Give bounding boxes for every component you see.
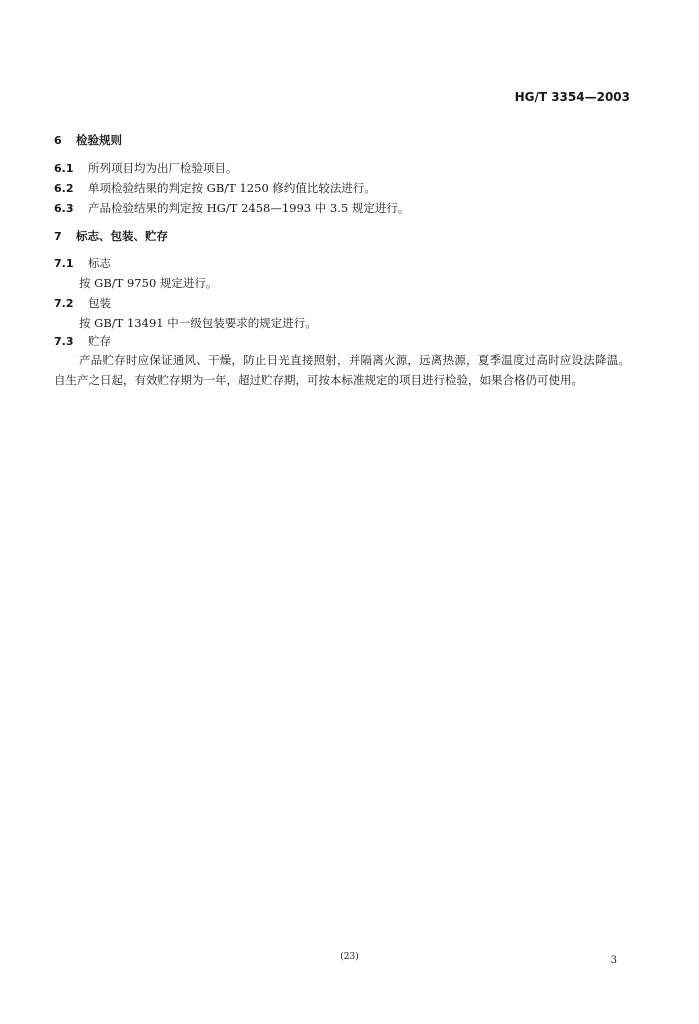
clause-6-3: [54, 201, 409, 216]
footer-center-number: (23): [340, 952, 359, 962]
page-number: 3: [610, 955, 617, 966]
clause-7-3-title: 贮存: [88, 334, 111, 348]
standard-code: HG/T 3354—2003: [514, 90, 630, 104]
clause-7-3-paragraph: 产品贮存时应保证通风、干燥，防止日光直接照射，并隔离火源，远离热源，夏季温度过高时应设法降温。自生产之日起，有效贮存期为一年，超过贮存期，可按本标准规定的项目进行检验，如果合格仍可使用。: [54, 353, 630, 387]
clause-7-2-title: 包装: [88, 296, 111, 310]
clause-6-3-number: 6.3: [54, 202, 74, 215]
clause-7-1-number: 7.1: [54, 257, 74, 270]
section-7-title: 标志、包装、贮存: [76, 229, 168, 243]
section-7-heading: [54, 229, 168, 244]
clause-7-2-text: 按 GB/T 13491 中一级包装要求的规定进行。: [79, 316, 317, 330]
clause-6-1-number: 6.1: [54, 162, 74, 175]
clause-7-3-heading: [54, 334, 111, 349]
section-6-title: 检验规则: [76, 133, 122, 147]
clause-7-1-text: 按 GB/T 9750 规定进行。: [79, 276, 218, 290]
clause-7-3-number: 7.3: [54, 335, 74, 348]
clause-6-2-text: 单项检验结果的判定按 GB/T 1250 修约值比较法进行。: [88, 181, 376, 195]
section-6-heading: [54, 133, 122, 148]
clause-6-1-text: 所列项目均为出厂检验项目。: [88, 161, 238, 175]
clause-6-3-text: 产品检验结果的判定按 HG/T 2458—1993 中 3.5 规定进行。: [88, 201, 410, 215]
section-6-number: 6: [54, 134, 62, 147]
clause-7-1-heading: [54, 256, 111, 271]
clause-7-2-number: 7.2: [54, 297, 74, 310]
clause-7-2-heading: [54, 296, 111, 311]
section-7-number: 7: [54, 230, 62, 243]
clause-7-1-title: 标志: [88, 256, 111, 270]
clause-6-2-number: 6.2: [54, 182, 74, 195]
clause-6-2: [54, 181, 376, 196]
clause-6-1: [54, 161, 238, 176]
